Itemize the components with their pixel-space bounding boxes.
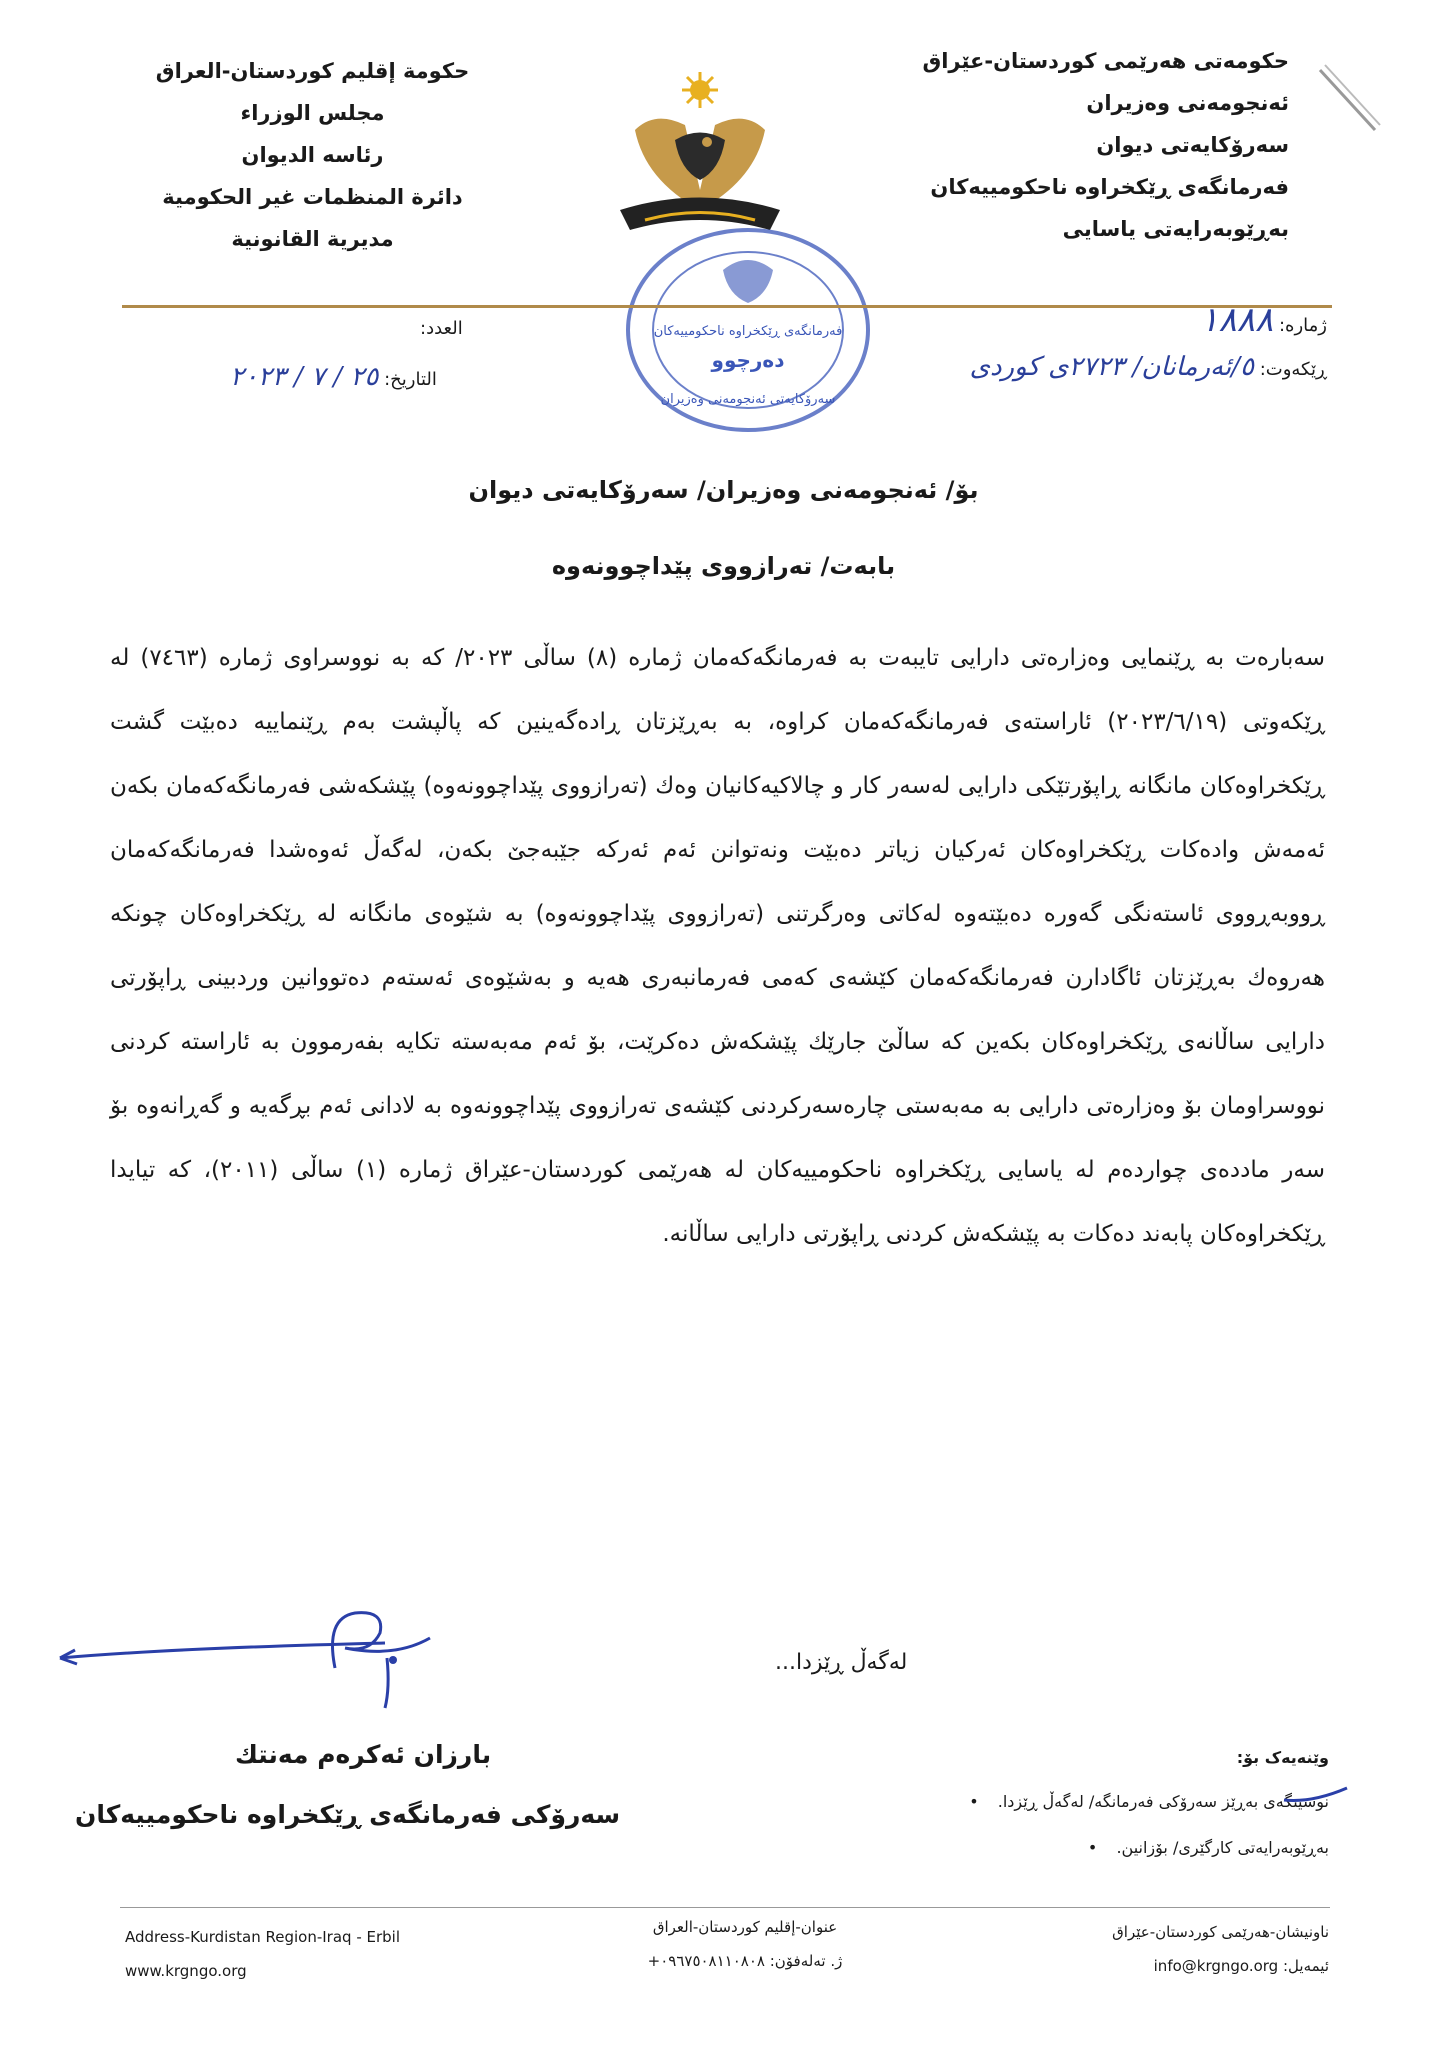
stamp-text-1: فەرمانگەی ڕێکخراوە ناحکومییەکان <box>653 324 843 339</box>
footer-ar-address: عنوان-إقليم كوردستان-العراق <box>652 1918 838 1936</box>
addressee-line: بۆ/ ئەنجومەنی وەزیران/ سەرۆکایەتی دیوان <box>468 476 979 504</box>
bullet-icon: • <box>969 1792 979 1811</box>
date-label-ku: ڕێکەوت: <box>1259 359 1327 380</box>
cc-label: وێنەیەک بۆ: <box>1236 1748 1329 1767</box>
header-ar-line-3: رئاسه الديوان <box>241 143 384 167</box>
stamp-text-2: دەرچوو <box>711 348 785 372</box>
header-ku-line-5: بەڕێوبەرایەتی یاسایی <box>1062 217 1289 241</box>
date-label-ar: التاريخ: <box>384 369 437 390</box>
paperclip-mark-icon <box>1315 60 1385 140</box>
header-kurdish-block <box>922 40 1289 250</box>
date-value-ku: ٥/ئەرمانان/ ٢٧٢٣ی کوردی <box>969 352 1254 382</box>
number-label: ژمارە: <box>1278 315 1327 336</box>
stamp-text-ring: سەرۆکایەتی ئەنجومەنی وەزیران <box>660 392 836 407</box>
header-ku-line-3: سەرۆکایەتی دیوان <box>1096 133 1289 157</box>
header-ku-line-1: حکومەتی هەرێمی کوردستان-عێراق <box>922 49 1289 73</box>
header-ar-line-1: حكومة إقليم كوردستان-العراق <box>155 59 470 83</box>
checkmark-icon <box>1282 1785 1352 1805</box>
cc-item-1-text: نوسینگەی بەڕێز سەرۆکی فەرمانگە/ لەگەڵ ڕێزدا. <box>997 1792 1329 1811</box>
footer-ar <box>620 1910 870 1978</box>
signatory-name: بارزان ئەکرەم مەنتك <box>235 1740 492 1769</box>
footer-divider <box>120 1907 1330 1908</box>
header-divider <box>122 305 1332 308</box>
date-row-ku <box>970 352 1327 382</box>
letter-body: سەبارەت بە ڕێنمایی وەزارەتی دارایی تایبەت بە فەرمانگەکەمان ژمارە (٨) ساڵی ٢٠٢٣/ کە بە نووسراوی ژمارە (٧٤٦٣) لە ڕێکەوتی (٢٠٢٣/٦/١٩) ئاراستەی فەرمانگەکەمان کراوە، بە بەڕێزتان ڕادەگەینین کە پاڵپشت بەم ڕێنماییە دەبێت گشت ڕێکخراوەکان مانگانە ڕاپۆرتێکی دارایی لەسەر کار و چالاکیەکانیان وەك (تەرازووی پێداچوونەوە) پێشکەشی فەرمانگەکەمان بکەن ئەمەش وادەکات ڕێکخراوەکان ئەرکیان زیاتر دەبێت ونەتوانن ئەم ئەرکە جێبەجێ بکەن، لەگەڵ ئەوەشدا فەرمانگەکەمان ڕووبەڕووی ئاستەنگی گەورە دەبێتەوە لەکاتی وەرگرتنی (تەرازووی پێداچوونەوە) بە شێوەی مانگانە لە ڕێکخراوەکان چونکە هەروەك بەڕێزتان ئاگادارن فەرمانگەکەمان کێشەی کەمی فەرمانبەری هەیە و بەشێوەی ئەستەم دەتووانین وردبینی ڕاپۆرتی دارایی ساڵانەی ڕێکخراوەکان بکەین کە ساڵێ جارێك پێشکەش دەکرێت، بۆ ئەم مەبەستە تکایە بفەرموون بە ئاراستە کردنی نووسراومان بۆ وەزارەتی دارایی بە مەبەستی چارەسەرکردنی کێشەی تەرازووی پێداچوونەوە بە لادانی ئەم بڕگەیە و گەڕانەوە بۆ سەر ماددەی چواردەم لە یاسایی ڕێکخراوە ناحکومییەکان لە هەرێمی کوردستان-عێراق ژمارە (١) ساڵی (٢٠١١)، کە تیایدا ڕێکخراوەکان پابەند دەکات بە پێشکەش کردنی ڕاپۆرتی دارایی ساڵانە. <box>110 645 1326 1247</box>
official-stamp-icon <box>618 225 878 440</box>
footer-en-web[interactable]: www.krgngo.org <box>125 1962 247 1980</box>
footer-ku-email-label: ئیمەیل: <box>1282 1957 1329 1975</box>
bullet-icon: • <box>1087 1838 1098 1857</box>
footer-ku-email[interactable]: info@krgngo.org <box>1153 1957 1279 1975</box>
header-ku-line-2: ئەنجومەنی وەزیران <box>1086 91 1289 115</box>
signature-icon <box>55 1598 475 1718</box>
header-ar-line-5: مديرية القانونية <box>231 227 394 251</box>
krg-emblem-icon <box>615 70 785 250</box>
date-value-ar: ٢٥ / ٧ / ٢٠٢٣ <box>230 362 379 392</box>
number-label-ar: العدد: <box>420 318 463 339</box>
header-ar-line-4: دائرة المنظمات غير الحكومية <box>162 185 463 209</box>
footer-ku <box>1112 1915 1329 1983</box>
number-row-ku <box>1200 300 1327 340</box>
closing-text: لەگەڵ ڕێزدا... <box>775 1650 908 1675</box>
footer-en-address: Address-Kurdistan Region-Iraq - Erbil <box>125 1928 401 1946</box>
signatory-title: سەرۆکی فەرمانگەی ڕێکخراوە ناحکومییەکان <box>75 1800 621 1829</box>
footer-en <box>125 1920 400 1988</box>
cc-item-1 <box>969 1792 1329 1811</box>
footer-ku-email-row <box>1112 1949 1329 1983</box>
header-arabic-block <box>140 50 485 260</box>
cc-item-2-text: بەڕێوبەرایەتی کارگێری/ بۆزانین. <box>1116 1838 1329 1857</box>
date-row-ar <box>230 362 437 392</box>
number-value: ١٨٨٨ <box>1200 300 1274 340</box>
footer-ku-address: ناونیشان-هەرێمی کوردستان-عێراق <box>1112 1923 1329 1941</box>
header-ku-line-4: فەرمانگەی ڕێکخراوە ناحکومییەکان <box>930 175 1289 199</box>
footer-ar-phone: ژ. تەلەفۆن: ٠٩٦٧٥٠٨١١٠٨٠٨+ <box>647 1952 843 1970</box>
subject-line: بابەت/ تەرازووی پێداچوونەوە <box>551 552 896 580</box>
header-ar-line-2: مجلس الوزراء <box>240 101 385 125</box>
cc-item-2 <box>1088 1838 1329 1857</box>
